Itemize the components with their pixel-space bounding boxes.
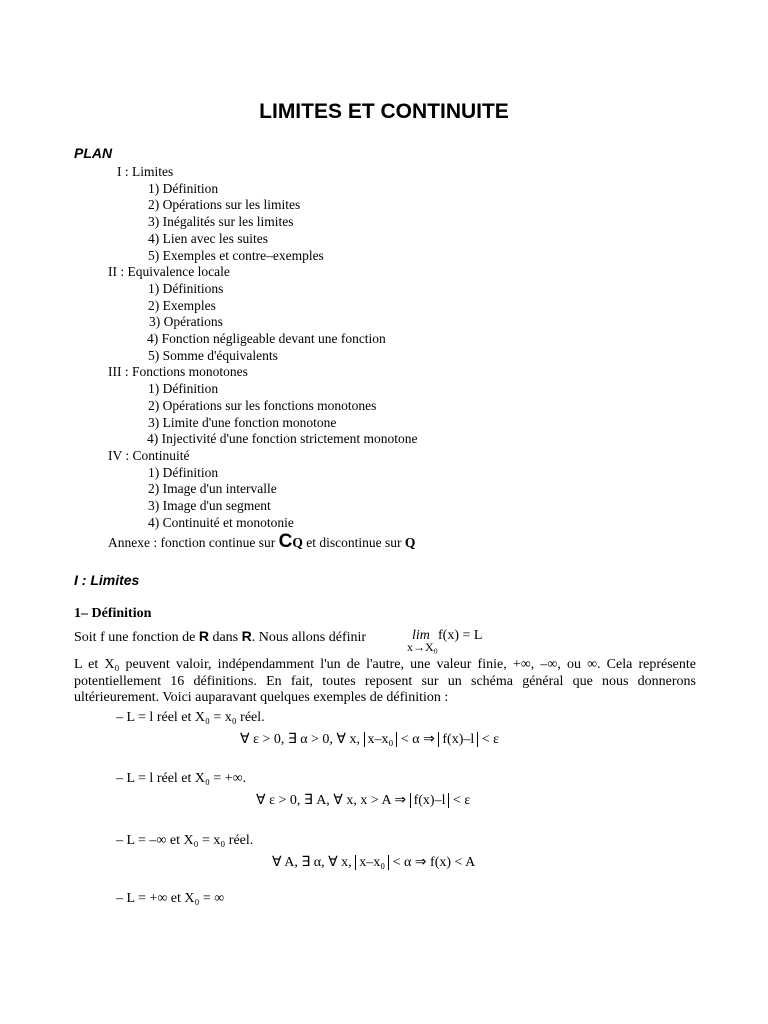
plan-item: 4) Fonction négligeable devant une fonction xyxy=(147,331,386,346)
document-title: LIMITES ET CONTINUITE xyxy=(259,100,509,123)
set-q-symbol: Q xyxy=(404,535,416,550)
formula: ∀ ε > 0, ∃ α > 0, ∀ x, x–x₀ < α ⇒ f(x)–l < ε xyxy=(240,732,500,747)
real-set-symbol: R xyxy=(241,628,252,644)
formula: ∀ ε > 0, ∃ A, ∀ x, x > A ⇒ f(x)–l < ε xyxy=(256,793,471,808)
case-label: – L = +∞ et X₀ = ∞ xyxy=(116,891,225,906)
case-label: – L = l réel et X₀ = +∞. xyxy=(116,771,247,786)
set-cq-symbol: CQ xyxy=(278,531,303,552)
subsection-heading-definition: 1– Définition xyxy=(74,606,152,621)
plan-item: 5) Somme d'équivalents xyxy=(148,347,278,363)
formula: ∀ A, ∃ α, ∀ x, x–x₀ < α ⇒ f(x) < A xyxy=(272,855,476,870)
plan-item: 3) Inégalités sur les limites xyxy=(148,214,294,230)
plan-item: 5) Exemples et contre–exemples xyxy=(148,247,324,263)
plan-item: 2) Exemples xyxy=(148,297,216,313)
plan-item: IV : Continuité xyxy=(108,447,190,463)
section-heading-limites: I : Limites xyxy=(74,572,140,588)
absolute-value: x–x₀ xyxy=(364,732,398,747)
absolute-value: x–x₀ xyxy=(355,855,389,870)
annexe-middle: et discontinue sur xyxy=(302,535,405,550)
plan-item: 4) Continuité et monotonie xyxy=(148,514,294,530)
absolute-value: f(x)–l xyxy=(438,732,478,747)
case-label: – L = –∞ et X₀ = x₀ réel. xyxy=(116,833,254,848)
plan-item: 3) Limite d'une fonction monotone xyxy=(148,414,337,430)
plan-item: 4) Injectivité d'une fonction strictement monotone xyxy=(147,431,418,447)
lim-subscript: x→X₀ xyxy=(407,640,438,654)
case-label: – L = l réel et X₀ = x₀ réel. xyxy=(116,710,265,725)
real-set-symbol: R xyxy=(198,628,209,644)
plan-item: 1) Définitions xyxy=(148,280,224,296)
annexe-line xyxy=(108,531,416,552)
plan-item: II : Equivalence locale xyxy=(108,264,230,280)
plan-item: 2) Opérations sur les limites xyxy=(148,197,301,213)
plan-item: 1) Définition xyxy=(148,381,219,397)
annexe-prefix: Annexe : fonction continue sur xyxy=(108,535,279,550)
plan-item: 1) Définition xyxy=(148,180,219,196)
plan-item: I : Limites xyxy=(117,164,174,179)
intro-line: Soit f une fonction de R dans R. Nous allons définir xyxy=(74,628,367,645)
plan-heading: PLAN xyxy=(74,145,113,161)
plan-item: 2) Opérations sur les fonctions monotones xyxy=(148,397,377,413)
lim-operator: lim xyxy=(412,628,430,643)
plan-item: III : Fonctions monotones xyxy=(108,364,248,380)
plan-item: 3) Opérations xyxy=(149,314,223,330)
plan-item: 1) Définition xyxy=(148,464,219,480)
plan-item: 2) Image d'un intervalle xyxy=(148,481,277,497)
intro-paragraph: L et X₀ peuvent valoir, indépendamment l'un de l'autre, une valeur finie, +∞, –∞, ou ∞. Cela représente potentiellement 16 définitions. En fait, toutes reposent sur un schéma général que nous donnerons ultérieurement. Voici auparavant quelques exemples de définition : xyxy=(74,657,696,705)
lim-function: f(x) = L xyxy=(438,628,483,643)
plan-item: 4) Lien avec les suites xyxy=(148,230,268,246)
absolute-value: f(x)–l xyxy=(410,793,450,808)
plan-item: 3) Image d'un segment xyxy=(148,498,271,513)
